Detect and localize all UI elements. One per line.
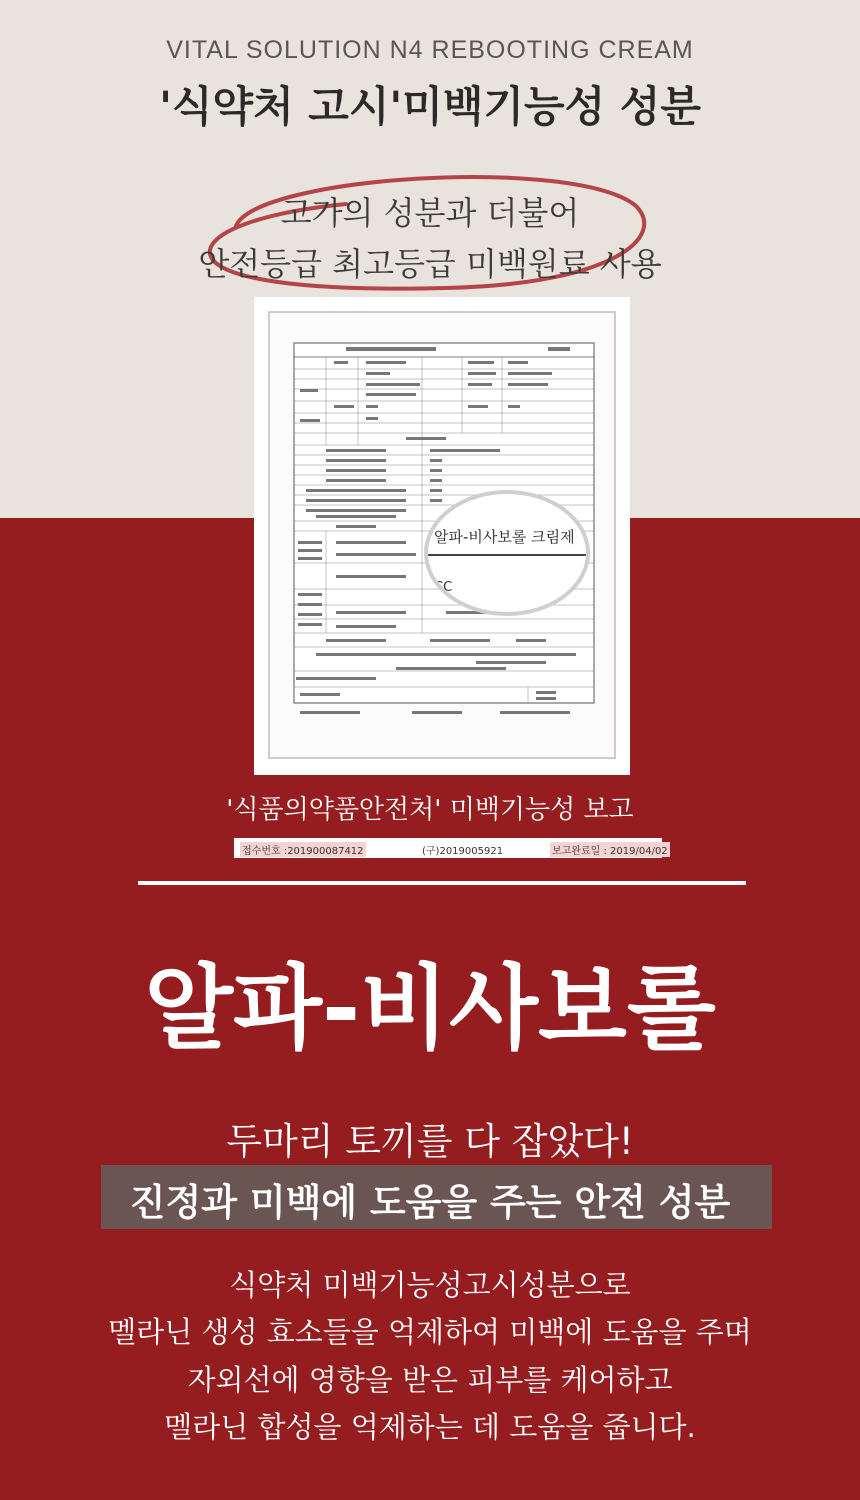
magnifier-subtext: CC bbox=[434, 580, 453, 595]
body-line-1: 식약처 미백기능성고시성분으로 bbox=[229, 1268, 631, 1302]
receipt-number: 접수번호 :201900087412 bbox=[240, 842, 366, 857]
section-divider bbox=[138, 881, 746, 885]
old-number: (구)2019005921 bbox=[422, 846, 504, 857]
document-caption: '식품의약품안전처' 미백기능성 보고 bbox=[226, 795, 634, 825]
body-line-3: 자외선에 영향을 받은 피부를 케어하고 bbox=[187, 1363, 673, 1397]
magnifier-text: 알파-비사보롤 크림제 bbox=[434, 528, 575, 546]
page-title: '식약처 고시'미백기능성 성분 bbox=[159, 82, 701, 131]
body-line-4: 멜라닌 합성을 억제하는 데 도움을 줍니다. bbox=[164, 1410, 696, 1444]
desc-line-1: 고가의 성분과 더불어 bbox=[280, 194, 580, 232]
report-number-bar bbox=[234, 838, 668, 858]
highlight-text: 진정과 미백에 도움을 주는 안전 성분 bbox=[129, 1181, 731, 1224]
magnifier-zoom bbox=[424, 490, 590, 616]
body-line-2: 멜라닌 생성 효소들을 억제하여 미백에 도움을 주며 bbox=[108, 1315, 752, 1349]
desc-line-2: 안전등급 최고등급 미백원료 사용 bbox=[198, 245, 662, 283]
magnifier-rule bbox=[428, 554, 590, 556]
product-subtitle: VITAL SOLUTION N4 REBOOTING CREAM bbox=[166, 36, 694, 64]
ingredient-tagline: 두마리 토끼를 다 잡았다! bbox=[226, 1120, 634, 1163]
report-date: 보고완료일 : 2019/04/02 bbox=[550, 842, 670, 857]
ingredient-name: 알파-비사보롤 bbox=[144, 955, 716, 1062]
